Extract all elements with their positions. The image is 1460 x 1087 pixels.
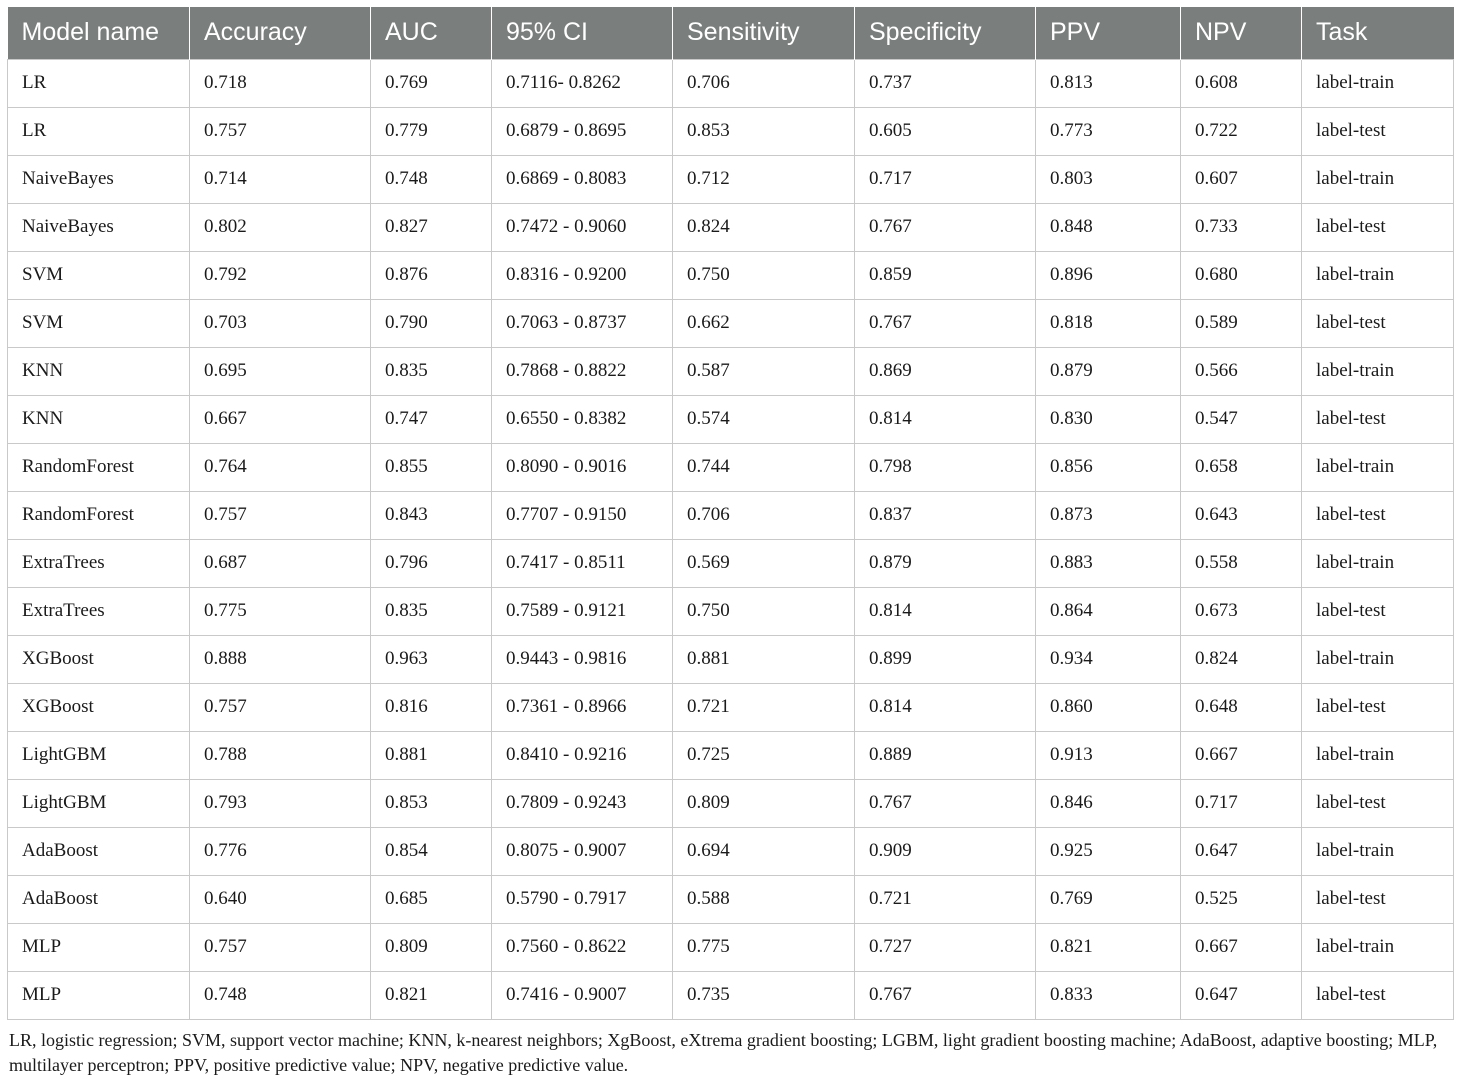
table-cell: 0.767 (855, 203, 1036, 251)
table-cell: 0.748 (371, 155, 492, 203)
table-cell: 0.680 (1181, 251, 1302, 299)
table-cell: 0.7707 - 0.9150 (492, 491, 673, 539)
table-row (8, 971, 1454, 1019)
table-cell: 0.816 (371, 683, 492, 731)
table-cell: label-test (1302, 395, 1454, 443)
table-cell: 0.827 (371, 203, 492, 251)
table-row (8, 827, 1454, 875)
table-row (8, 59, 1454, 107)
table-row (8, 203, 1454, 251)
table-cell: 0.854 (371, 827, 492, 875)
table-cell: 0.925 (1036, 827, 1181, 875)
table-cell: 0.881 (673, 635, 855, 683)
table-cell: 0.757 (190, 683, 371, 731)
table-cell: 0.7361 - 0.8966 (492, 683, 673, 731)
table-cell: 0.814 (855, 683, 1036, 731)
table-cell: 0.888 (190, 635, 371, 683)
table-cell: label-test (1302, 779, 1454, 827)
table-cell: 0.788 (190, 731, 371, 779)
table-cell: 0.764 (190, 443, 371, 491)
table-cell: 0.9443 - 0.9816 (492, 635, 673, 683)
table-row (8, 347, 1454, 395)
table-cell: 0.767 (855, 971, 1036, 1019)
table-cell: RandomForest (8, 443, 190, 491)
table-cell: 0.747 (371, 395, 492, 443)
table-cell: 0.8410 - 0.9216 (492, 731, 673, 779)
table-cell: 0.5790 - 0.7917 (492, 875, 673, 923)
table-cell: 0.881 (371, 731, 492, 779)
table-cell: 0.588 (673, 875, 855, 923)
table-cell: 0.913 (1036, 731, 1181, 779)
table-cell: 0.673 (1181, 587, 1302, 635)
table-cell: 0.8316 - 0.9200 (492, 251, 673, 299)
table-cell: 0.809 (673, 779, 855, 827)
table-cell: 0.835 (371, 587, 492, 635)
table-cell: 0.647 (1181, 827, 1302, 875)
table-cell: 0.757 (190, 107, 371, 155)
table-cell: LightGBM (8, 731, 190, 779)
table-cell: 0.648 (1181, 683, 1302, 731)
table-row (8, 251, 1454, 299)
document-page (7, 7, 1453, 1078)
table-cell: 0.605 (855, 107, 1036, 155)
table-cell: 0.718 (190, 59, 371, 107)
table-cell: 0.769 (1036, 875, 1181, 923)
table-cell: 0.773 (1036, 107, 1181, 155)
table-cell: 0.798 (855, 443, 1036, 491)
table-header-row (8, 7, 1454, 59)
table-cell: 0.744 (673, 443, 855, 491)
table-row (8, 155, 1454, 203)
table-cell: 0.864 (1036, 587, 1181, 635)
table-row (8, 731, 1454, 779)
table-cell: 0.883 (1036, 539, 1181, 587)
table-row (8, 539, 1454, 587)
table-cell: 0.846 (1036, 779, 1181, 827)
table-cell: 0.722 (1181, 107, 1302, 155)
table-cell: 0.934 (1036, 635, 1181, 683)
table-cell: 0.7472 - 0.9060 (492, 203, 673, 251)
table-cell: 0.775 (190, 587, 371, 635)
table-cell: 0.589 (1181, 299, 1302, 347)
table-cell: 0.909 (855, 827, 1036, 875)
table-cell: 0.525 (1181, 875, 1302, 923)
table-cell: label-train (1302, 827, 1454, 875)
column-header: NPV (1181, 7, 1302, 59)
table-row (8, 395, 1454, 443)
table-cell: 0.790 (371, 299, 492, 347)
table-cell: 0.793 (190, 779, 371, 827)
table-cell: RandomForest (8, 491, 190, 539)
table-row (8, 491, 1454, 539)
table-cell: 0.558 (1181, 539, 1302, 587)
table-row (8, 683, 1454, 731)
table-footnote: LR, logistic regression; SVM, support vector machine; KNN, k-nearest neighbors; XgBoost, eXtrema gradient boosting; LGBM, light gradient boosting machine; AdaBoost, adaptive boosting; MLP, multilayer perceptron; PPV, positive predictive value; NPV, negative predictive value. (9, 1029, 1438, 1075)
table-cell: 0.767 (855, 299, 1036, 347)
table-row (8, 299, 1454, 347)
table-cell: 0.853 (673, 107, 855, 155)
table-row (8, 635, 1454, 683)
table-cell: 0.735 (673, 971, 855, 1019)
table-cell: 0.640 (190, 875, 371, 923)
table-cell: AdaBoost (8, 827, 190, 875)
table-cell: 0.879 (855, 539, 1036, 587)
table-cell: 0.843 (371, 491, 492, 539)
column-header: Sensitivity (673, 7, 855, 59)
table-cell: label-train (1302, 731, 1454, 779)
table-cell: 0.7868 - 0.8822 (492, 347, 673, 395)
table-cell: AdaBoost (8, 875, 190, 923)
column-header: Specificity (855, 7, 1036, 59)
table-cell: 0.547 (1181, 395, 1302, 443)
table-cell: 0.662 (673, 299, 855, 347)
table-cell: 0.714 (190, 155, 371, 203)
table-cell: label-train (1302, 923, 1454, 971)
table-cell: 0.824 (673, 203, 855, 251)
table-cell: 0.694 (673, 827, 855, 875)
table-cell: 0.809 (371, 923, 492, 971)
table-cell: KNN (8, 347, 190, 395)
table-cell: 0.856 (1036, 443, 1181, 491)
table-cell: 0.879 (1036, 347, 1181, 395)
table-cell: label-test (1302, 491, 1454, 539)
table-cell: 0.7416 - 0.9007 (492, 971, 673, 1019)
table-cell: 0.802 (190, 203, 371, 251)
table-cell: 0.647 (1181, 971, 1302, 1019)
table-cell: 0.6869 - 0.8083 (492, 155, 673, 203)
table-cell: 0.853 (371, 779, 492, 827)
table-cell: 0.776 (190, 827, 371, 875)
table-cell: label-test (1302, 683, 1454, 731)
table-cell: 0.569 (673, 539, 855, 587)
table-cell: 0.855 (371, 443, 492, 491)
table-cell: label-train (1302, 635, 1454, 683)
table-cell: 0.717 (1181, 779, 1302, 827)
table-cell: XGBoost (8, 635, 190, 683)
table-cell: 0.7063 - 0.8737 (492, 299, 673, 347)
table-cell: label-test (1302, 587, 1454, 635)
table-cell: MLP (8, 923, 190, 971)
table-cell: 0.835 (371, 347, 492, 395)
table-row (8, 587, 1454, 635)
table-cell: label-test (1302, 203, 1454, 251)
table-cell: 0.643 (1181, 491, 1302, 539)
table-cell: 0.775 (673, 923, 855, 971)
table-cell: 0.667 (1181, 731, 1302, 779)
table-cell: label-test (1302, 107, 1454, 155)
table-cell: label-test (1302, 875, 1454, 923)
table-cell: 0.779 (371, 107, 492, 155)
column-header: 95% CI (492, 7, 673, 59)
table-cell: 0.821 (371, 971, 492, 1019)
table-cell: 0.750 (673, 587, 855, 635)
table-cell: 0.566 (1181, 347, 1302, 395)
table-cell: 0.814 (855, 587, 1036, 635)
model-performance-table (7, 7, 1454, 1020)
table-body (8, 59, 1454, 1019)
table-cell: 0.8090 - 0.9016 (492, 443, 673, 491)
table-cell: 0.7560 - 0.8622 (492, 923, 673, 971)
table-cell: 0.667 (190, 395, 371, 443)
table-cell: 0.963 (371, 635, 492, 683)
table-cell: 0.574 (673, 395, 855, 443)
table-cell: SVM (8, 251, 190, 299)
table-cell: 0.796 (371, 539, 492, 587)
column-header: Accuracy (190, 7, 371, 59)
table-cell: 0.803 (1036, 155, 1181, 203)
table-cell: 0.757 (190, 923, 371, 971)
table-cell: 0.733 (1181, 203, 1302, 251)
column-header: AUC (371, 7, 492, 59)
table-cell: label-test (1302, 971, 1454, 1019)
table-cell: 0.721 (673, 683, 855, 731)
table-cell: KNN (8, 395, 190, 443)
table-cell: 0.667 (1181, 923, 1302, 971)
column-header: PPV (1036, 7, 1181, 59)
table-cell: label-train (1302, 539, 1454, 587)
table-cell: 0.737 (855, 59, 1036, 107)
table-cell: 0.769 (371, 59, 492, 107)
table-row (8, 779, 1454, 827)
table-cell: label-train (1302, 443, 1454, 491)
table-cell: 0.6550 - 0.8382 (492, 395, 673, 443)
table-cell: label-train (1302, 59, 1454, 107)
table-cell: label-train (1302, 155, 1454, 203)
table-cell: 0.818 (1036, 299, 1181, 347)
table-cell: LR (8, 59, 190, 107)
table-cell: 0.706 (673, 59, 855, 107)
table-cell: 0.899 (855, 635, 1036, 683)
table-cell: 0.658 (1181, 443, 1302, 491)
table-cell: 0.869 (855, 347, 1036, 395)
table-cell: 0.695 (190, 347, 371, 395)
table-cell: 0.8075 - 0.9007 (492, 827, 673, 875)
table-cell: 0.7809 - 0.9243 (492, 779, 673, 827)
table-cell: 0.706 (673, 491, 855, 539)
table-cell: 0.717 (855, 155, 1036, 203)
table-cell: 0.721 (855, 875, 1036, 923)
table-cell: label-train (1302, 251, 1454, 299)
table-cell: 0.821 (1036, 923, 1181, 971)
table-cell: SVM (8, 299, 190, 347)
table-cell: 0.687 (190, 539, 371, 587)
table-cell: LR (8, 107, 190, 155)
table-cell: 0.792 (190, 251, 371, 299)
table-cell: 0.830 (1036, 395, 1181, 443)
table-cell: 0.873 (1036, 491, 1181, 539)
table-cell: 0.7417 - 0.8511 (492, 539, 673, 587)
table-cell: 0.889 (855, 731, 1036, 779)
table-cell: 0.767 (855, 779, 1036, 827)
table-cell: 0.587 (673, 347, 855, 395)
table-cell: 0.896 (1036, 251, 1181, 299)
table-cell: MLP (8, 971, 190, 1019)
table-cell: NaiveBayes (8, 155, 190, 203)
table-row (8, 875, 1454, 923)
table-cell: 0.876 (371, 251, 492, 299)
table-cell: 0.757 (190, 491, 371, 539)
column-header: Model name (8, 7, 190, 59)
table-cell: 0.814 (855, 395, 1036, 443)
table-cell: label-train (1302, 347, 1454, 395)
table-cell: 0.712 (673, 155, 855, 203)
column-header: Task (1302, 7, 1454, 59)
table-cell: 0.748 (190, 971, 371, 1019)
table-cell: label-test (1302, 299, 1454, 347)
table-cell: 0.7589 - 0.9121 (492, 587, 673, 635)
table-cell: 0.725 (673, 731, 855, 779)
table-cell: 0.824 (1181, 635, 1302, 683)
table-cell: 0.833 (1036, 971, 1181, 1019)
table-cell: 0.837 (855, 491, 1036, 539)
table-cell: 0.813 (1036, 59, 1181, 107)
table-cell: 0.7116- 0.8262 (492, 59, 673, 107)
table-cell: LightGBM (8, 779, 190, 827)
table-cell: ExtraTrees (8, 539, 190, 587)
table-row (8, 923, 1454, 971)
table-cell: 0.860 (1036, 683, 1181, 731)
table-cell: XGBoost (8, 683, 190, 731)
table-cell: 0.6879 - 0.8695 (492, 107, 673, 155)
table-cell: 0.685 (371, 875, 492, 923)
table-cell: 0.750 (673, 251, 855, 299)
table-row (8, 107, 1454, 155)
table-cell: 0.848 (1036, 203, 1181, 251)
table-cell: NaiveBayes (8, 203, 190, 251)
table-cell: 0.703 (190, 299, 371, 347)
table-cell: 0.607 (1181, 155, 1302, 203)
table-cell: 0.608 (1181, 59, 1302, 107)
table-cell: 0.727 (855, 923, 1036, 971)
table-cell: ExtraTrees (8, 587, 190, 635)
table-cell: 0.859 (855, 251, 1036, 299)
table-row (8, 443, 1454, 491)
